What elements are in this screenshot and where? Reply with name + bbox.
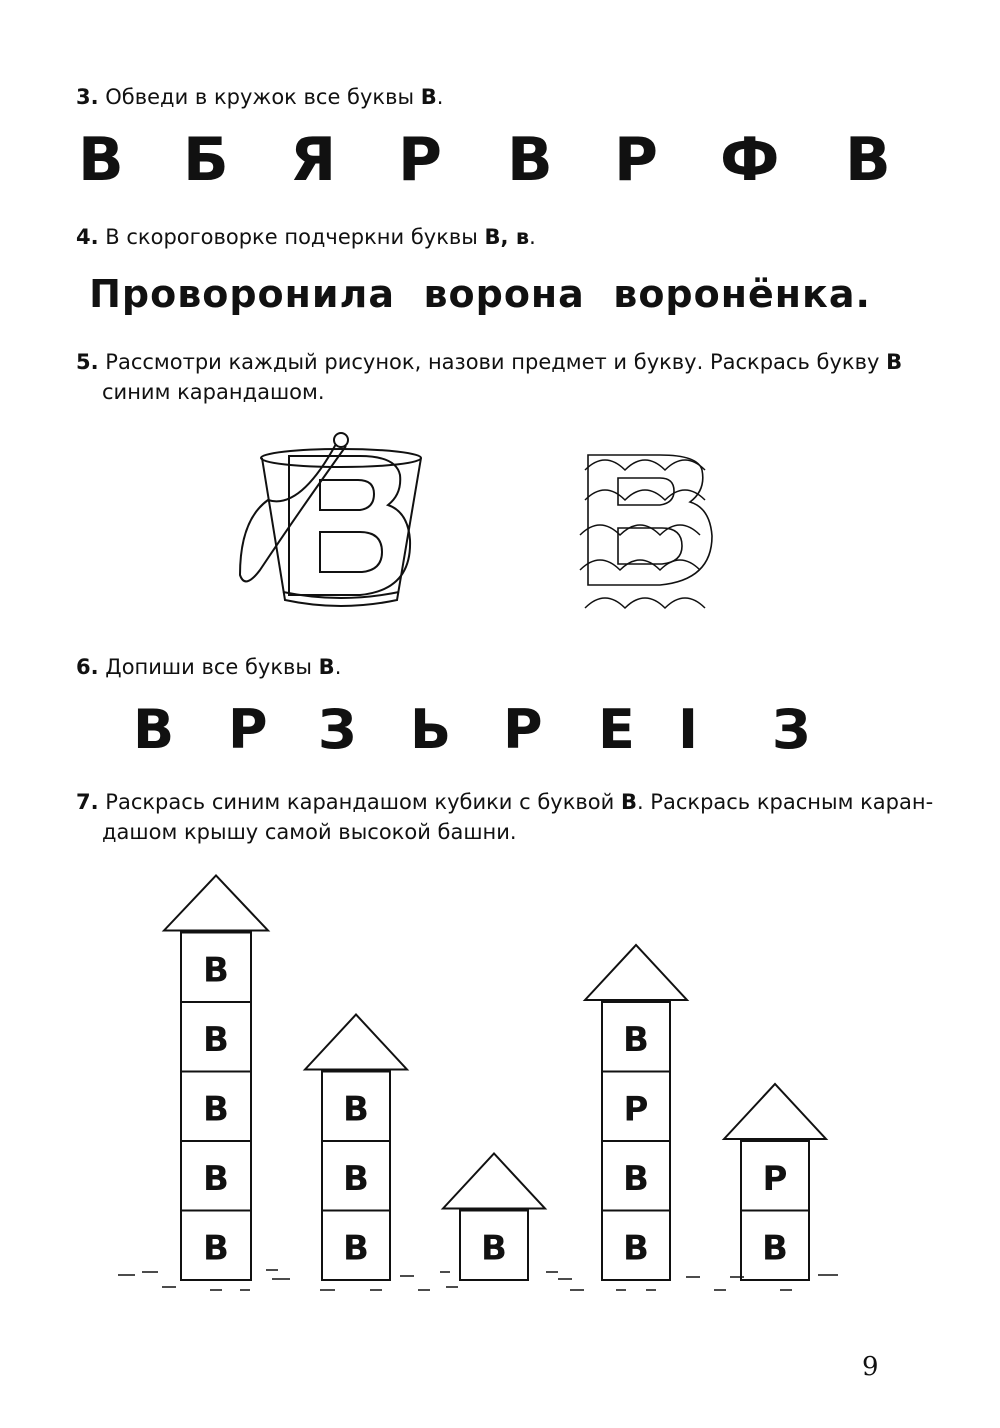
instruction-text: Обведи в кружок все буквы (105, 85, 421, 109)
letter-item[interactable]: Я (290, 125, 337, 195)
cube-letter: В (203, 1158, 229, 1199)
instruction-end: . (529, 225, 536, 249)
incomplete-letter[interactable]: В (133, 698, 175, 761)
bucket-picture[interactable] (240, 433, 421, 606)
cube-letter: В (623, 1019, 649, 1060)
highlight-letter: В (620, 790, 637, 814)
letter-item[interactable]: Р (398, 125, 442, 195)
cube-letter: В (203, 950, 229, 991)
cube-letter: В (343, 1089, 369, 1130)
instruction-text-2: дашом крышу самой высокой башни. (102, 820, 517, 844)
incomplete-letter[interactable]: Р (228, 698, 268, 761)
cube-letter: Р (762, 1158, 788, 1199)
highlight-letters: В, в (484, 225, 530, 249)
instruction-text: В скороговорке подчеркни буквы (105, 225, 485, 249)
tongue-twister[interactable]: Проворонила ворона воронёнка. (89, 272, 871, 316)
incomplete-letter[interactable]: Е (598, 698, 635, 761)
highlight-letter: В (886, 350, 903, 374)
cube-letter: В (762, 1228, 788, 1269)
instruction-text-2: синим карандашом. (102, 380, 325, 404)
letter-item[interactable]: В (78, 125, 124, 195)
cube-letter: В (203, 1089, 229, 1130)
page-number: 9 (862, 1352, 879, 1382)
letter-item[interactable]: Б (183, 125, 229, 195)
cube-letter: В (343, 1158, 369, 1199)
instruction-text: Допиши все буквы (105, 655, 319, 679)
cube-letter: В (203, 1019, 229, 1060)
task-number: 7. (76, 790, 99, 814)
task-number: 6. (76, 655, 99, 679)
waves-picture[interactable] (580, 455, 712, 608)
highlight-letter: В (318, 655, 335, 679)
incomplete-letter[interactable]: Ь (410, 698, 452, 761)
instruction-end: . (334, 655, 342, 679)
letter-item[interactable]: В (845, 125, 891, 195)
instruction-end: . (436, 85, 444, 109)
tower-roof[interactable] (585, 945, 687, 1000)
tower-roof[interactable] (724, 1084, 826, 1139)
incomplete-letter[interactable]: I (678, 698, 699, 761)
instruction-text: Раскрась синим карандашом кубики с буквой (105, 790, 621, 814)
cube-letter: В (203, 1228, 229, 1269)
highlight-letter: В (420, 85, 437, 109)
letter-item[interactable]: Р (614, 125, 658, 195)
tower-roof[interactable] (305, 1015, 407, 1070)
task-number: 3. (76, 85, 99, 109)
incomplete-letter[interactable]: Р (503, 698, 543, 761)
incomplete-letter[interactable]: З (772, 698, 811, 761)
incomplete-letter[interactable]: З (318, 698, 357, 761)
letter-item[interactable]: Ф (720, 125, 780, 195)
towers (164, 876, 826, 1281)
cube-letter: В (481, 1228, 507, 1269)
cube-letter: В (623, 1228, 649, 1269)
task-number: 4. (76, 225, 99, 249)
cube-letter: В (623, 1158, 649, 1199)
instruction-text-b: . Раскрась красным каран- (636, 790, 934, 814)
letter-item[interactable]: В (507, 125, 553, 195)
instruction-text: Рассмотри каждый рисунок, назови предмет и букву. Раскрась букву (105, 350, 887, 374)
tower-roof[interactable] (443, 1154, 545, 1209)
cube-letter: В (343, 1228, 369, 1269)
task-number: 5. (76, 350, 99, 374)
cube-letter: Р (623, 1089, 649, 1130)
tower-roof[interactable] (164, 876, 268, 931)
